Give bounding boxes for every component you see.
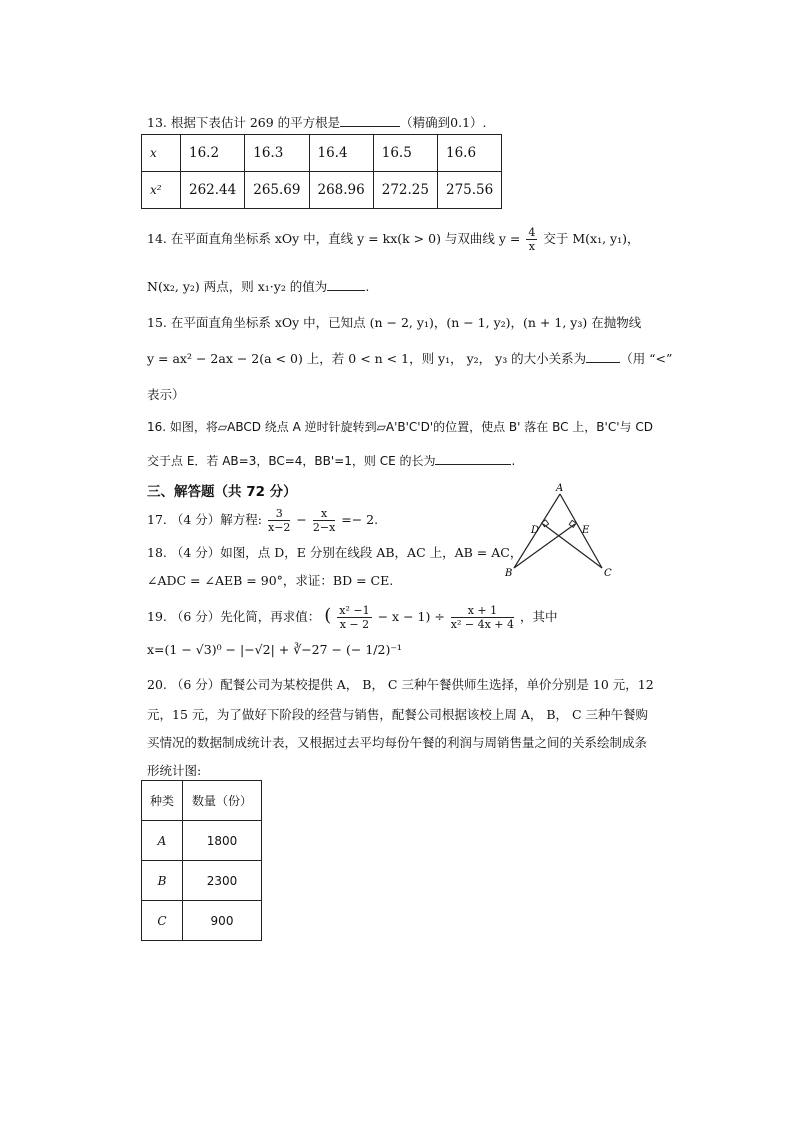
q14-line1: 14. 在平面直角坐标系 xOy 中，直线 y = kx(k > 0) 与双曲线 y = $\frac{4}{x}$ 交于 M(x₁, y₁)，: [147, 226, 640, 253]
q19-line2: x=(1 − √3)⁰ − |−√2| + ∛−27 − (− 1/2)⁻¹: [147, 642, 402, 657]
table-cell: 268.96: [309, 172, 373, 209]
answer-blank: [327, 278, 365, 291]
header-kind: 种类: [142, 781, 183, 821]
table-cell: A: [142, 821, 183, 861]
row-label-x2: x²: [142, 172, 181, 209]
table-cell: 1800: [183, 821, 262, 861]
q15-line3: 表示）: [147, 387, 185, 402]
q20-line1: 20. （6 分）配餐公司为某校提供 A， B， C 三种午餐供师生选择，单价分别是 10 元，12: [147, 677, 654, 692]
q20-line4: 形统计图:: [147, 763, 202, 778]
table-cell: 16.6: [438, 135, 502, 172]
q17-line: 17. （4 分）解方程: $\frac{3}{x-2}$ − $\frac{x}{2-x}$ =− 2.: [147, 507, 379, 534]
table-cell: 275.56: [438, 172, 502, 209]
table-row: [142, 821, 262, 861]
fraction: $\frac{x}{2-x}$: [312, 507, 336, 534]
q18-line2: ∠ADC = ∠AEB = 90°，求证：BD = CE.: [147, 573, 394, 588]
q20-line3: 买情况的数据制成统计表，又根据过去平均每份午餐的利润与周销售量之间的关系绘制成条: [147, 735, 648, 750]
section-title: 三、解答题（共 72 分）: [147, 484, 297, 500]
fraction: $\frac{3}{x-2}$: [267, 507, 291, 534]
triangle-figure: [500, 480, 620, 580]
header-qty: 数量（份）: [183, 781, 262, 821]
answer-blank: [435, 452, 511, 465]
table-cell: 2300: [183, 861, 262, 901]
q19-line1: 19. （6 分）先化简，再求值： ( $\frac{\text{x² −1}}{x - 2}$ − x − 1) ÷ $\frac{x + 1}{\text{x² − 4x + 4}}$ ，其中: [147, 604, 558, 631]
fraction: $\frac{\text{x² −1}}{x - 2}$: [339, 604, 370, 631]
table-row: [142, 135, 502, 172]
table-row: [142, 172, 502, 209]
lunch-table: [141, 780, 262, 941]
q15-line1: 15. 在平面直角坐标系 xOy 中，已知点 (n − 2, y₁)，(n − 1, y₂)，(n + 1, y₃) 在抛物线: [147, 315, 642, 330]
table-cell: 262.44: [181, 172, 245, 209]
row-label-x: x: [142, 135, 181, 172]
q16-line2: 交于点 E．若 AB=3，BC=4，BB'=1，则 CE 的长为 .: [147, 454, 516, 468]
table-cell: 900: [183, 901, 262, 941]
q16-line1: 16. 如图，将▱ABCD 绕点 A 逆时针旋转到▱A'B'C'D'的位置，使点 B' 落在 BC 上，B'C'与 CD: [147, 420, 653, 434]
segment-cd: [543, 524, 602, 568]
q15-line2: y = ax² − 2ax − 2(a < 0) 上，若 0 < n < 1，则 y₁， y₂， y₃ 的大小关系为 （用 “<”: [147, 351, 673, 366]
table-cell: 265.69: [245, 172, 309, 209]
table-row: [142, 781, 262, 821]
label-b: B: [505, 568, 513, 579]
table-row: [142, 861, 262, 901]
label-a: A: [556, 483, 564, 494]
label-c: C: [604, 568, 612, 579]
table-cell: 272.25: [373, 172, 437, 209]
segment-be: [514, 524, 575, 568]
fraction: $\frac{4}{x}$: [528, 226, 536, 253]
table-cell: 16.4: [309, 135, 373, 172]
q20-line2: 元，15 元，为了做好下阶段的经营与销售，配餐公司根据该校上周 A， B， C 三种午餐购: [147, 707, 649, 722]
q18-line1: 18. （4 分）如图，点 D，E 分别在线段 AB，AC 上，AB = AC，: [147, 545, 523, 560]
label-e: E: [582, 525, 590, 536]
table-cell: B: [142, 861, 183, 901]
answer-blank: [586, 350, 620, 363]
table-cell: 16.2: [181, 135, 245, 172]
q13-stem: 13. 根据下表估计 269 的平方根是 （精确到0.1）.: [147, 115, 487, 130]
table-cell: 16.3: [245, 135, 309, 172]
table-row: [142, 901, 262, 941]
table-cell: C: [142, 901, 183, 941]
table-cell: 16.5: [373, 135, 437, 172]
fraction: $\frac{x + 1}{\text{x² − 4x + 4}}$: [450, 604, 515, 631]
answer-blank: [340, 114, 400, 127]
square-table: [141, 134, 502, 209]
label-d: D: [531, 525, 540, 536]
q14-line2: N(x₂, y₂) 两点，则 x₁·y₂ 的值为 .: [147, 279, 370, 294]
